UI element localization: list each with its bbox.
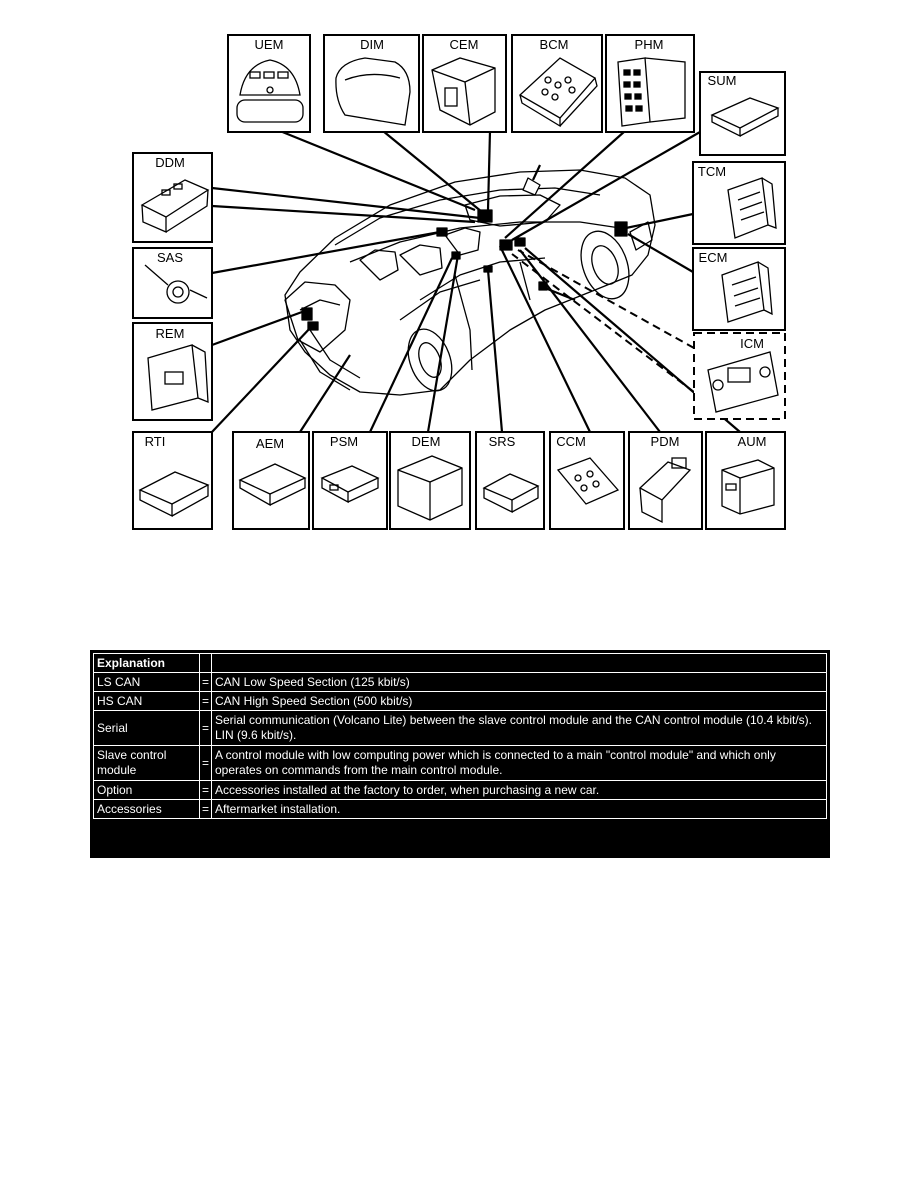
term-cell: Accessories	[94, 800, 200, 819]
table-header-row	[94, 654, 827, 673]
module-label-aum: AUM	[737, 434, 767, 449]
term-cell: Serial	[94, 711, 200, 746]
module-dim	[324, 35, 419, 132]
module-ecm	[693, 248, 785, 330]
table-row	[94, 781, 827, 800]
module-label-cem: CEM	[449, 37, 479, 52]
car-illustration	[285, 170, 655, 397]
definition-cell: CAN Low Speed Section (125 kbit/s)	[212, 673, 827, 692]
explanation-table	[90, 650, 830, 858]
module-label-phm: PHM	[634, 37, 664, 52]
module-icm	[694, 333, 785, 419]
term-cell: Slave control module	[94, 746, 200, 781]
module-label-aem: AEM	[255, 436, 285, 451]
module-label-dim: DIM	[360, 37, 384, 52]
definition-cell: Accessories installed at the factory to order, when purchasing a new car.	[212, 781, 827, 800]
table-row	[94, 692, 827, 711]
module-label-srs: SRS	[488, 434, 516, 449]
module-aum	[706, 432, 785, 529]
module-label-rti: RTI	[144, 434, 166, 449]
equals-cell: =	[200, 800, 212, 819]
module-label-ecm: ECM	[698, 250, 728, 265]
module-label-pdm: PDM	[650, 434, 680, 449]
module-uem	[228, 35, 310, 132]
module-tcm	[693, 162, 785, 244]
module-phm	[606, 35, 694, 132]
term-cell: Option	[94, 781, 200, 800]
module-sum	[700, 72, 785, 155]
module-label-tcm: TCM	[697, 164, 727, 179]
equals-cell: =	[200, 692, 212, 711]
definition-cell: Aftermarket installation.	[212, 800, 827, 819]
definition-cell: CAN High Speed Section (500 kbit/s)	[212, 692, 827, 711]
module-ccm	[550, 432, 624, 529]
module-label-sum: SUM	[707, 73, 737, 88]
module-rti	[133, 432, 212, 529]
module-label-icm: ICM	[740, 336, 764, 351]
module-ddm	[133, 153, 212, 242]
module-label-ccm: CCM	[556, 434, 586, 449]
module-rem	[133, 323, 212, 420]
module-label-uem: UEM	[254, 37, 284, 52]
table-row	[94, 673, 827, 692]
table-header: Explanation	[94, 654, 200, 673]
definition-cell: A control module with low computing power which is connected to a main "control module" and which only operates on commands from the main control module.	[212, 746, 827, 781]
module-aem	[233, 432, 309, 529]
table-row	[94, 746, 827, 781]
module-bcm	[512, 35, 602, 132]
car-module-location-diagram	[0, 0, 918, 560]
equals-cell: =	[200, 673, 212, 692]
term-cell: LS CAN	[94, 673, 200, 692]
equals-cell: =	[200, 711, 212, 746]
term-cell: HS CAN	[94, 692, 200, 711]
module-label-rem: REM	[155, 326, 185, 341]
module-label-bcm: BCM	[539, 37, 569, 52]
module-sas	[133, 248, 212, 318]
module-label-sas: SAS	[156, 250, 184, 265]
table-row	[94, 711, 827, 746]
module-srs	[476, 432, 544, 529]
module-dem	[390, 432, 470, 529]
module-label-dem: DEM	[411, 434, 441, 449]
module-psm	[313, 432, 387, 529]
module-label-ddm: DDM	[155, 155, 185, 170]
equals-cell: =	[200, 781, 212, 800]
module-pdm	[629, 432, 702, 529]
definition-cell: Serial communication (Volcano Lite) between the slave control module and the CAN control module (10.4 kbit/s). LIN (9.6 kbit/s).	[212, 711, 827, 746]
table-row	[94, 800, 827, 819]
equals-cell: =	[200, 746, 212, 781]
module-cem	[423, 35, 506, 132]
module-label-psm: PSM	[329, 434, 359, 449]
